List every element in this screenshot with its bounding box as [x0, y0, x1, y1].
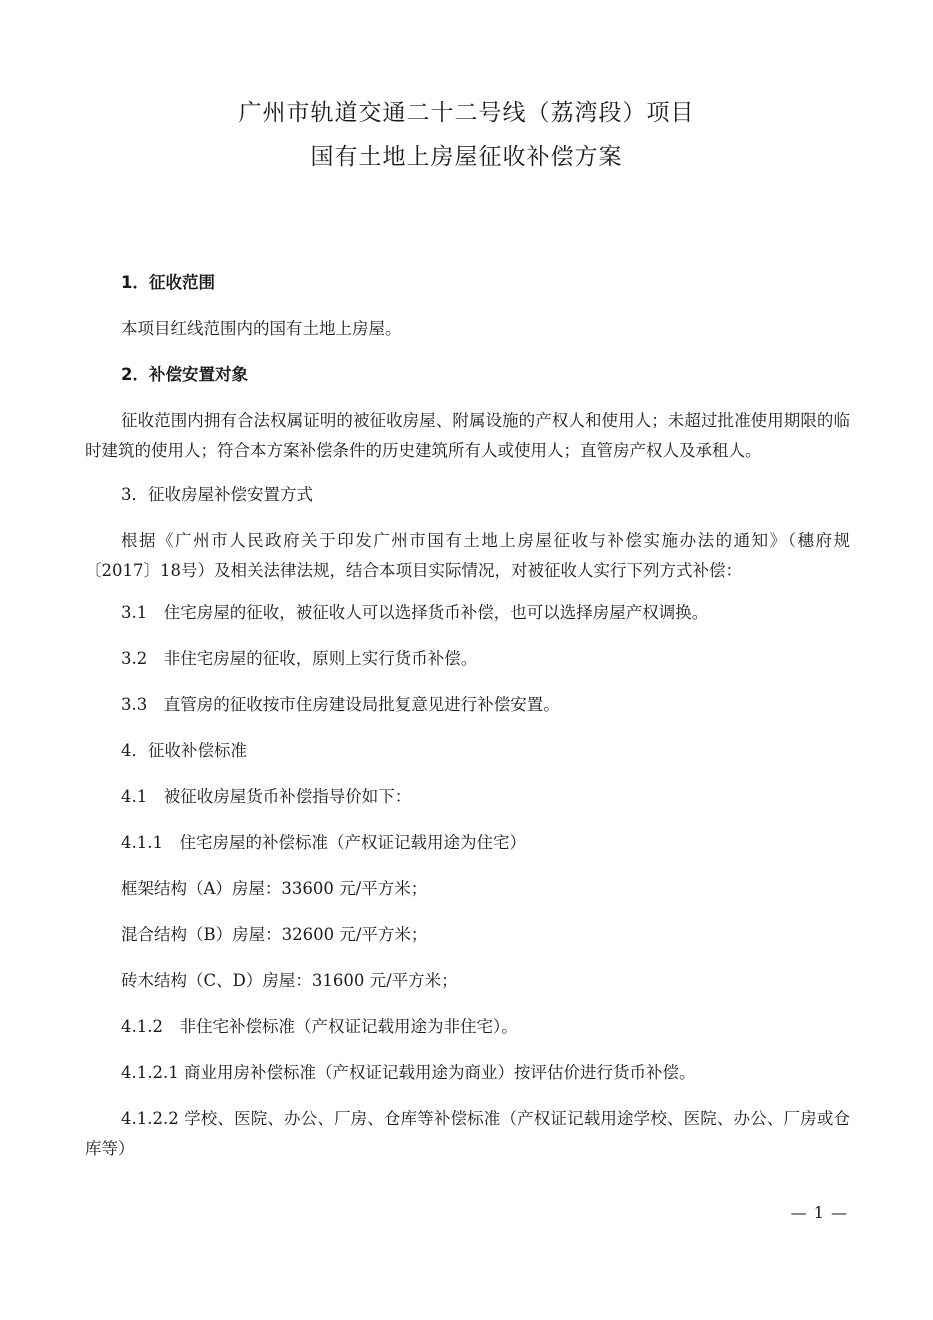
price-frame-structure: 框架结构（A）房屋：33600 元/平方米； [121, 879, 428, 898]
section-4-1: 4.1 被征收房屋货币补偿指导价如下： [121, 787, 412, 806]
section-4-heading: 4．征收补偿标准 [121, 741, 247, 760]
section-4-1-2-2: 4.1.2.2 学校、医院、办公、厂房、仓库等补偿标准（产权证记载用途学校、医院、办公、厂房或仓库等） [85, 1109, 850, 1158]
section-2-heading: 2．补偿安置对象 [121, 365, 248, 384]
section-4-1-2-1: 4.1.2.1 商业用房补偿标准（产权证记载用途为商业）按评估价进行货币补偿。 [121, 1063, 696, 1082]
page-number: — 1 — [790, 1203, 848, 1222]
section-3-text: 根据《广州市人民政府关于印发广州市国有土地上房屋征收与补偿实施办法的通知》（穗府规〔2017〕18号）及相关法律法规，结合本项目实际情况，对被征收人实行下列方式补偿： [85, 531, 850, 580]
document-title-line-2: 国有土地上房屋征收补偿方案 [310, 144, 623, 170]
price-mixed-structure: 混合结构（B）房屋：32600 元/平方米； [121, 925, 428, 944]
section-4-1-2: 4.1.2 非住宅补偿标准（产权证记载用途为非住宅）。 [121, 1017, 518, 1036]
document-title-line-1: 广州市轨道交通二十二号线（荔湾段）项目 [238, 100, 695, 126]
section-2-text: 征收范围内拥有合法权属证明的被征收房屋、附属设施的产权人和使用人；未超过批准使用期限的临时建筑的使用人；符合本方案补偿条件的历史建筑所有人或使用人；直管房产权人及承租人。 [85, 411, 850, 460]
section-3-2: 3.2 非住宅房屋的征收，原则上实行货币补偿。 [121, 649, 478, 668]
price-brick-wood-structure: 砖木结构（C、D）房屋：31600 元/平方米； [121, 971, 458, 990]
section-4-1-1: 4.1.1 住宅房屋的补偿标准（产权证记载用途为住宅） [121, 833, 526, 852]
section-1-heading: 1．征收范围 [121, 273, 215, 292]
section-3-heading: 3．征收房屋补偿安置方式 [121, 485, 313, 504]
section-3-3: 3.3 直管房的征收按市住房建设局批复意见进行补偿安置。 [121, 695, 560, 714]
section-1-text: 本项目红线范围内的国有土地上房屋。 [121, 319, 402, 338]
section-3-1: 3.1 住宅房屋的征收，被征收人可以选择货币补偿，也可以选择房屋产权调换。 [121, 603, 709, 622]
